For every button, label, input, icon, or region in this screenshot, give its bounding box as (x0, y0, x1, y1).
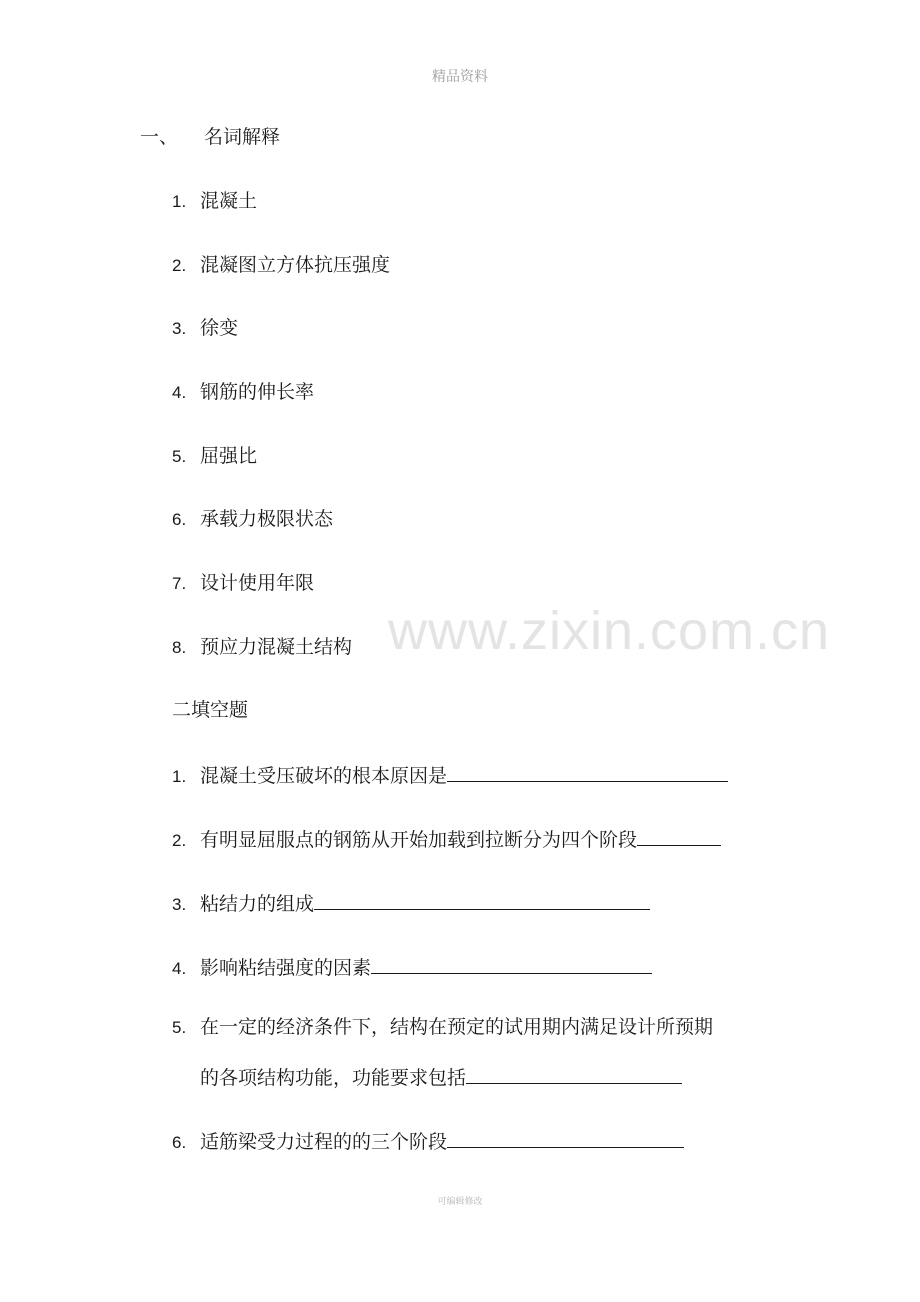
watermark: www.zixin.com.cn (388, 601, 831, 661)
item-text: 徐变 (200, 317, 239, 340)
question-text: 影响粘结强度的因素 (200, 957, 372, 979)
question-number: 3. (172, 895, 187, 914)
question-item (172, 888, 650, 918)
item-number: 3. (172, 319, 187, 339)
list-item (172, 252, 390, 316)
answer-blank[interactable] (314, 888, 650, 910)
item-number: 7. (172, 574, 187, 594)
question-number: 2. (172, 831, 187, 850)
term-list (172, 188, 390, 698)
item-text: 混凝土 (200, 190, 258, 212)
answer-blank[interactable] (447, 1126, 684, 1148)
question-number: 1. (172, 767, 187, 786)
answer-blank[interactable] (371, 952, 652, 974)
list-item (172, 188, 390, 252)
list-item (172, 506, 390, 570)
item-number: 4. (172, 383, 187, 403)
item-text: 设计使用年限 (200, 572, 315, 595)
question-text: 适筋梁受力过程的的三个阶段 (200, 1131, 448, 1153)
item-number: 1. (172, 192, 187, 211)
question-number: 6. (172, 1133, 187, 1152)
question-text: 混凝土受压破坏的根本原因是 (200, 765, 448, 787)
item-text: 屈强比 (200, 444, 258, 467)
question-number: 5. (172, 1018, 187, 1037)
item-number: 5. (172, 446, 187, 466)
section-number: 一、 (140, 126, 179, 148)
question-text: 粘结力的组成 (200, 893, 315, 915)
list-item (172, 379, 390, 443)
question-item (172, 1014, 713, 1041)
answer-blank[interactable] (637, 824, 721, 846)
question-item (172, 952, 652, 982)
item-text: 混凝图立方体抗压强度 (200, 253, 391, 276)
item-text: 钢筋的伸长率 (200, 381, 315, 404)
answer-blank[interactable] (447, 760, 728, 782)
section-title: 名词解释 (204, 126, 281, 148)
page-header: 精品资料 (432, 69, 488, 85)
question-text-cont: 的各项结构功能，功能要求包括 (200, 1067, 467, 1089)
list-item (172, 570, 390, 634)
list-item (172, 634, 390, 698)
item-number: 6. (172, 510, 187, 530)
question-number: 4. (172, 959, 187, 978)
question-item-continuation (200, 1062, 682, 1091)
section-heading-fill-blank: 二填空题 (172, 699, 249, 721)
question-item (172, 1126, 684, 1156)
item-number: 2. (172, 255, 187, 275)
item-number: 8. (172, 637, 187, 657)
question-text: 在一定的经济条件下，结构在预定的试用期内满足设计所预期 (200, 1016, 714, 1038)
list-item (172, 443, 390, 507)
list-item (172, 315, 390, 379)
section-heading-definitions (140, 124, 280, 150)
item-text: 预应力混凝土结构 (200, 635, 353, 658)
question-item (172, 824, 721, 854)
question-item (172, 760, 728, 790)
page-footer: 可编辑修改 (437, 1197, 483, 1207)
question-text: 有明显屈服点的钢筋从开始加载到拉断分为四个阶段 (200, 829, 638, 851)
answer-blank[interactable] (466, 1062, 682, 1084)
item-text: 承载力极限状态 (200, 508, 334, 531)
